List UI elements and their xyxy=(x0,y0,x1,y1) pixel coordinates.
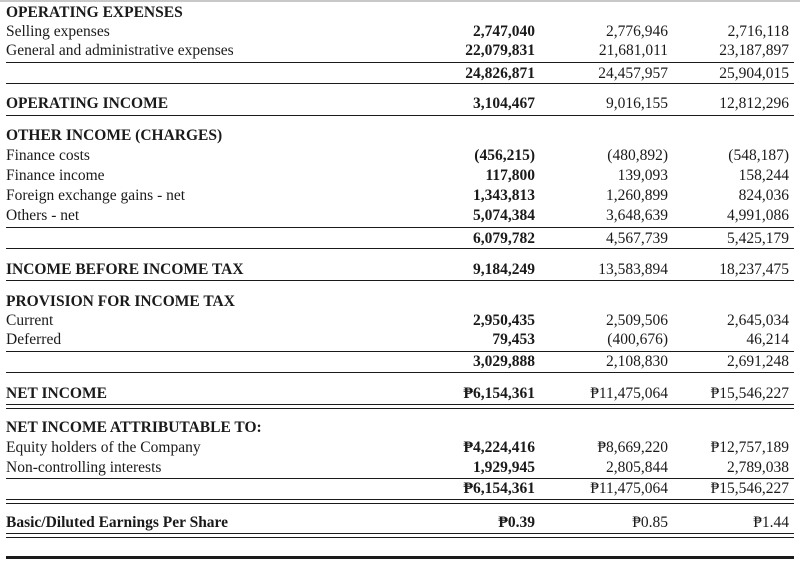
value-current-year: 79,453 xyxy=(492,331,535,348)
heading-label: PROVISION FOR INCOME TAX xyxy=(6,293,235,310)
eps-row xyxy=(6,513,794,532)
value-prior-year: 13,583,894 xyxy=(598,261,668,278)
bottom-thick-rule xyxy=(6,556,794,559)
value-current-year: 24,826,871 xyxy=(465,65,535,82)
row-label: Basic/Diluted Earnings Per Share xyxy=(6,514,229,531)
subtotal-row xyxy=(6,352,794,371)
value-prior-year: 2,509,506 xyxy=(606,312,668,329)
rule xyxy=(6,280,794,281)
top-border xyxy=(0,0,800,2)
section-heading-provision-for-tax xyxy=(6,292,794,311)
heading-label: OPERATING EXPENSES xyxy=(6,4,183,21)
value-current-year: 6,079,782 xyxy=(473,230,535,247)
row-label: NET INCOME xyxy=(6,385,107,402)
value-two-years-prior: ₱12,757,189 xyxy=(710,439,789,456)
value-two-years-prior: 23,187,897 xyxy=(719,42,789,59)
value-prior-year: 1,260,899 xyxy=(606,187,668,204)
row-label: Foreign exchange gains - net xyxy=(6,187,186,204)
value-current-year: 22,079,831 xyxy=(465,42,535,59)
rule xyxy=(6,248,794,249)
row-label: General and administrative expenses xyxy=(6,42,234,59)
value-prior-year: ₱11,475,064 xyxy=(590,385,668,402)
value-prior-year: 4,567,739 xyxy=(606,230,668,247)
value-two-years-prior: ₱15,546,227 xyxy=(710,480,789,497)
value-prior-year: 9,016,155 xyxy=(606,95,668,112)
value-current-year: 5,074,384 xyxy=(473,207,535,224)
net-income-row xyxy=(6,384,794,403)
row-label: Selling expenses xyxy=(6,23,110,40)
section-heading-other-income xyxy=(6,126,794,145)
value-prior-year: 2,108,830 xyxy=(606,353,668,370)
value-two-years-prior: ₱15,546,227 xyxy=(710,385,789,402)
row-label: OPERATING INCOME xyxy=(6,95,169,112)
row-label: INCOME BEFORE INCOME TAX xyxy=(6,261,244,278)
value-two-years-prior: 18,237,475 xyxy=(719,261,789,278)
value-current-year: 1,343,813 xyxy=(473,187,535,204)
table-row xyxy=(6,206,794,225)
value-prior-year: (480,892) xyxy=(607,147,668,164)
value-two-years-prior: 2,789,038 xyxy=(727,459,789,476)
value-prior-year: 139,093 xyxy=(617,167,668,184)
table-row xyxy=(6,41,794,60)
value-current-year: 3,029,888 xyxy=(473,353,535,370)
subtotal-row xyxy=(6,229,794,248)
value-current-year: 117,800 xyxy=(485,167,535,184)
row-label: Current xyxy=(6,312,54,329)
double-rule xyxy=(6,499,794,504)
value-prior-year: ₱0.85 xyxy=(632,514,668,531)
rule xyxy=(6,83,794,84)
value-prior-year: (400,676) xyxy=(607,331,668,348)
row-label: Equity holders of the Company xyxy=(6,439,201,456)
value-prior-year: ₱11,475,064 xyxy=(590,480,668,497)
value-two-years-prior: 46,214 xyxy=(746,331,789,348)
value-two-years-prior: ₱1.44 xyxy=(753,514,789,531)
value-prior-year: ₱8,669,220 xyxy=(597,439,668,456)
value-two-years-prior: 158,244 xyxy=(738,167,789,184)
value-prior-year: 2,776,946 xyxy=(606,23,668,40)
value-current-year: ₱6,154,361 xyxy=(463,385,535,402)
rule xyxy=(6,62,794,63)
value-two-years-prior: 12,812,296 xyxy=(719,95,789,112)
value-current-year: (456,215) xyxy=(474,147,535,164)
value-prior-year: 2,805,844 xyxy=(606,459,668,476)
table-row xyxy=(6,166,794,185)
value-current-year: 3,104,467 xyxy=(473,95,535,112)
value-current-year: 1,929,945 xyxy=(473,459,535,476)
section-heading-operating-expenses xyxy=(6,3,794,22)
value-two-years-prior: (548,187) xyxy=(728,147,789,164)
section-heading-attributable xyxy=(6,418,794,437)
value-two-years-prior: 25,904,015 xyxy=(719,65,789,82)
value-prior-year: 24,457,957 xyxy=(598,65,668,82)
value-current-year: 9,184,249 xyxy=(473,261,535,278)
table-row xyxy=(6,311,794,330)
value-prior-year: 21,681,011 xyxy=(598,42,668,59)
rule xyxy=(6,372,794,373)
double-rule xyxy=(6,533,794,538)
value-two-years-prior: 4,991,086 xyxy=(727,207,789,224)
value-prior-year: 3,648,639 xyxy=(606,207,668,224)
value-two-years-prior: 2,645,034 xyxy=(727,312,789,329)
row-label: Finance income xyxy=(6,167,105,184)
rule xyxy=(6,227,794,228)
row-label: Non-controlling interests xyxy=(6,459,162,476)
value-current-year: ₱6,154,361 xyxy=(463,480,535,497)
heading-label: OTHER INCOME (CHARGES) xyxy=(6,127,223,144)
heading-label: NET INCOME ATTRIBUTABLE TO: xyxy=(6,419,262,436)
value-current-year: 2,747,040 xyxy=(473,23,535,40)
rule xyxy=(6,115,794,116)
value-current-year: 2,950,435 xyxy=(473,312,535,329)
table-row xyxy=(6,146,794,165)
subtotal-row xyxy=(6,479,794,498)
row-label: Finance costs xyxy=(6,147,90,164)
subtotal-row xyxy=(6,64,794,83)
row-label: Deferred xyxy=(6,331,62,348)
double-rule xyxy=(6,404,794,409)
value-two-years-prior: 2,716,118 xyxy=(727,23,789,40)
table-row xyxy=(6,438,794,457)
table-row xyxy=(6,186,794,205)
table-row xyxy=(6,330,794,349)
value-two-years-prior: 2,691,248 xyxy=(727,353,789,370)
value-current-year: ₱4,224,416 xyxy=(463,439,535,456)
value-current-year: ₱0.39 xyxy=(498,514,535,531)
income-before-tax-row xyxy=(6,260,794,279)
operating-income-row xyxy=(6,94,794,113)
row-label: Others - net xyxy=(6,207,80,224)
table-row xyxy=(6,458,794,477)
value-two-years-prior: 5,425,179 xyxy=(727,230,789,247)
table-row xyxy=(6,22,794,41)
value-two-years-prior: 824,036 xyxy=(738,187,789,204)
